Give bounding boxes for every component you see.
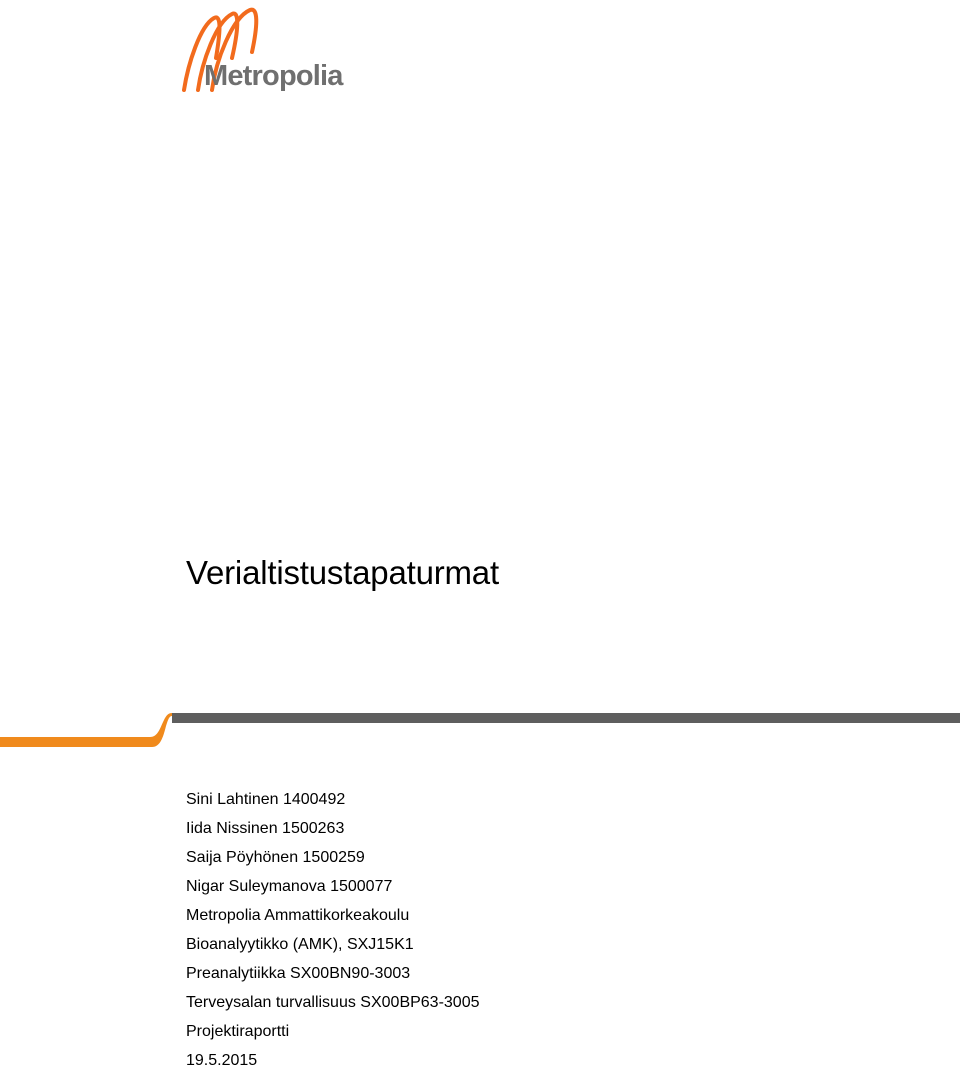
info-line-report-type: Projektiraportti — [186, 1023, 290, 1040]
section-divider — [0, 708, 960, 750]
info-line-author-2: Iida Nissinen 1500263 — [186, 820, 345, 837]
info-line-author-4: Nigar Suleymanova 1500077 — [186, 878, 393, 895]
info-line-date: 19.5.2015 — [186, 1052, 258, 1069]
divider-swoosh-icon — [0, 708, 960, 750]
info-line-program: Bioanalyytikko (AMK), SXJ15K1 — [186, 936, 414, 953]
info-line-course-1: Preanalytiikka SX00BN90-3003 — [186, 965, 411, 982]
info-line-course-2: Terveysalan turvallisuus SX00BP63-3005 — [186, 994, 480, 1011]
info-line-school: Metropolia Ammattikorkeakoulu — [186, 907, 410, 924]
info-line-author-1: Sini Lahtinen 1400492 — [186, 791, 346, 808]
metropolia-logo — [180, 4, 360, 100]
author-info-list — [186, 785, 480, 1075]
document-title: Verialtistustapaturmat — [186, 554, 499, 591]
logo-wordmark: Metropolia — [204, 60, 343, 92]
info-line-author-3: Saija Pöyhönen 1500259 — [186, 849, 365, 866]
